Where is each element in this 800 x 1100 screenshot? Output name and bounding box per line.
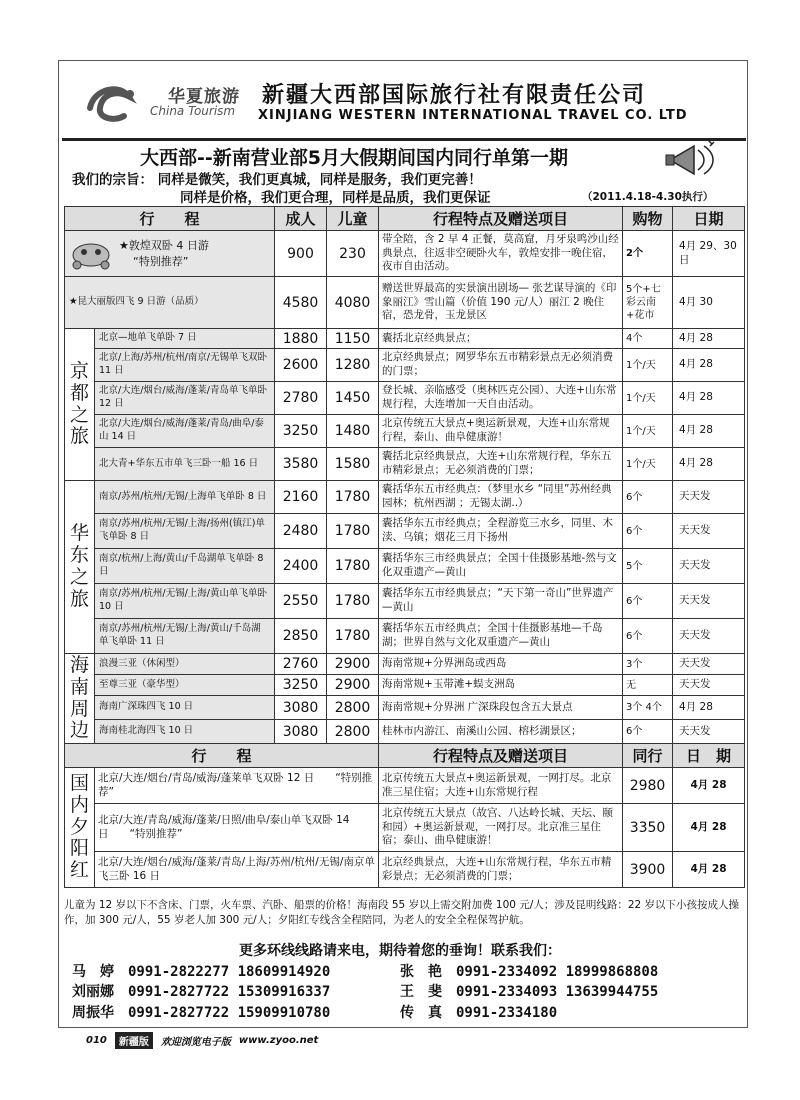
date: 天天发: [673, 549, 745, 584]
features: 北京经典景点；网罗华东五市精彩景点无必须消费的门票；: [379, 349, 623, 382]
route: 北京/大连/烟台/威海/蓬莱/青岛单飞单卧 12 日: [95, 382, 275, 415]
child-price: 1480: [327, 415, 379, 448]
route: 北京/大连/烟台/威海/蓬莱/青岛/曲阜/泰山 14 日: [95, 415, 275, 448]
header-price-2: 同行: [623, 744, 673, 768]
route: 南京/苏州/杭州/无锡/上海单飞单卧 8 日: [95, 481, 275, 514]
table-row: [65, 549, 745, 584]
page-number: 010: [86, 1035, 107, 1046]
table-row: [65, 481, 745, 514]
date: 4月 28: [673, 448, 745, 481]
route: 北京/大连/青岛/威海/蓬莱/日照/曲阜/泰山单飞双卧 14 日 “特别推荐”: [95, 804, 379, 852]
date: 天天发: [673, 584, 745, 619]
child-price: 2800: [327, 696, 379, 720]
date: 4月 28: [673, 415, 745, 448]
features: 海南常规+玉带滩+蜈支洲岛: [379, 675, 623, 696]
table-header-row: [65, 207, 745, 231]
shopping: 6个: [623, 514, 673, 549]
shopping: 1个/天: [623, 448, 673, 481]
table-row: [65, 720, 745, 744]
features: 囊括北京经典景点，大连+山东常规行程，华东五市精彩景点；无必须消费的门票；: [379, 448, 623, 481]
shopping: 1个/天: [623, 382, 673, 415]
adult-price: 2850: [275, 619, 327, 654]
contact-name: 周振华: [72, 1004, 114, 1021]
child-price: 4080: [327, 277, 379, 329]
route: 至尊三亚（豪华型）: [95, 675, 275, 696]
shopping: 1个/天: [623, 415, 673, 448]
header-adult: 成人: [275, 207, 327, 231]
route: 南京/杭州/上海/黄山/千岛湖单飞单卧 8 日: [95, 549, 275, 584]
peer-price: 2980: [623, 768, 673, 804]
adult-price: 2760: [275, 654, 327, 675]
adult-price: 4580: [275, 277, 327, 329]
table-row: [65, 415, 745, 448]
route: 海南广深珠四飞 10 日: [95, 696, 275, 720]
child-price: 1580: [327, 448, 379, 481]
contact-title: 更多环线线路请来电，期待着您的垂询！联系我们：: [239, 943, 561, 959]
contact-name: 马 婷: [72, 964, 114, 980]
date: 4月 28: [673, 349, 745, 382]
table-row: [65, 584, 745, 619]
child-price: 1780: [327, 481, 379, 514]
date: 天天发: [673, 675, 745, 696]
features: 囊括华东五市经典点；全程游览三水乡，同里、木渎、乌镇；烟花三月下扬州: [379, 514, 623, 549]
features: 北京传统五大景点+奥运新景观，大连+山东常规行程，泰山、曲阜健康游！: [379, 415, 623, 448]
date: 4月 30: [673, 277, 745, 329]
table-header-row-2: [65, 744, 745, 768]
table-row: [65, 696, 745, 720]
validity-period: （2011.4.18-4.30执行）: [582, 191, 714, 203]
region-label-hainan: 海南周边: [65, 654, 95, 744]
child-price: 230: [327, 231, 379, 277]
shopping: 2个: [623, 231, 673, 277]
shopping: 6个: [623, 584, 673, 619]
contact-phone[interactable]: 0991-2827722 15309916337: [128, 984, 331, 1001]
adult-price: 2780: [275, 382, 327, 415]
features: 囊括北京经典景点；: [379, 329, 623, 349]
contact-fax[interactable]: 0991-2334180: [456, 1004, 558, 1021]
tour-price-table: [64, 206, 745, 888]
adult-price: 3080: [275, 720, 327, 744]
adult-price: 2600: [275, 349, 327, 382]
date: 4月 28: [673, 768, 745, 804]
shopping: 5个: [623, 549, 673, 584]
table-row: [65, 852, 745, 888]
child-price: 2900: [327, 675, 379, 696]
motto-line-1: 我们的宗旨： 同样是微笑，我们更真城，同样是服务，我们更完善！: [72, 172, 482, 188]
adult-price: 2550: [275, 584, 327, 619]
logo-text-cn: 华夏旅游: [168, 87, 240, 107]
child-price: 1150: [327, 329, 379, 349]
date: 4月 28: [673, 696, 745, 720]
route: 北京—地单飞单卧 7 日: [95, 329, 275, 349]
contact-phone[interactable]: 0991-2827722 15909910780: [128, 1004, 331, 1021]
child-price: 1280: [327, 349, 379, 382]
company-name-cn: 新疆大西部国际旅行社有限责任公司: [262, 83, 647, 108]
contact-row: [72, 982, 742, 1002]
table-row: [65, 277, 745, 329]
date: 4月 28: [673, 382, 745, 415]
adult-price: 3250: [275, 675, 327, 696]
contact-list: [72, 962, 742, 1023]
footer-text: 欢迎浏览电子版: [160, 1037, 231, 1048]
features: 海南常规+分界洲岛或西岛: [379, 654, 623, 675]
contact-row: [72, 1003, 742, 1023]
china-tourism-logo-icon: [80, 78, 176, 126]
features: 囊括华东五市经典点；全国十佳摄影基地—千岛湖；世界自然与文化双重遗产—黄山: [379, 619, 623, 654]
camel-icon: [69, 237, 115, 271]
child-price: 1780: [327, 514, 379, 549]
contact-phone[interactable]: 0991-2822277 18609914920: [128, 964, 331, 980]
route: 南京/苏州/杭州/无锡/上海/黄山单飞单卧 10 日: [95, 584, 275, 619]
region-label-jingdu: 京都之旅: [65, 329, 95, 481]
adult-price: 2400: [275, 549, 327, 584]
table-row: [65, 231, 745, 277]
route: 北京/大连/烟台/青岛/威海/蓬莱单飞双卧 12 日 “特别推荐”: [95, 768, 379, 804]
child-price: 1780: [327, 619, 379, 654]
adult-price: 3080: [275, 696, 327, 720]
shopping: 1个/天: [623, 349, 673, 382]
website-link[interactable]: www.zyoo.net: [238, 1035, 319, 1046]
route: 南京/苏州/杭州/无锡/上海/黄山/千岛湖单飞单卧 11 日: [95, 619, 275, 654]
motto-line-2: 同样是价格，我们更合理，同样是品质，我们更保证: [180, 190, 491, 206]
peer-price: 3350: [623, 804, 673, 852]
features: 海南常规+分界洲 广深珠段包含五大景点: [379, 696, 623, 720]
adult-price: 1880: [275, 329, 327, 349]
date: 4月 28: [673, 804, 745, 852]
contact-row: [72, 962, 742, 982]
shopping: 无: [623, 675, 673, 696]
header: [62, 72, 746, 142]
child-price: 1780: [327, 549, 379, 584]
date: 4月 28: [673, 329, 745, 349]
region-label-xiyanghong: 国内夕阳红: [65, 768, 95, 888]
shopping: 5个+七彩云南+花市: [623, 277, 673, 329]
featured-tag: “特别推荐”: [133, 254, 189, 268]
contact-name: 王 斐: [400, 984, 442, 1001]
header-shopping: 购物: [623, 207, 673, 231]
notes: 儿童为 12 岁以下不含床、门票，火车票、汽卧、船票的价格！海南段 55 岁以上需交附加费 100 元/人；涉及昆明线路：22 岁以下小孩按成人操作，加 300 元/人，55 岁老人加 300 元/人；夕阳红专线含全程陪同，为老人的安全全程保驾护航。: [64, 899, 740, 927]
date: 天天发: [673, 481, 745, 514]
date: 天天发: [673, 654, 745, 675]
table-row: [65, 382, 745, 415]
shopping: 6个: [623, 619, 673, 654]
features: 赠送世界最高的实景演出剧场— 张艺谋导演的《印象丽江》雪山篇（价值 190 元/人）丽江 2 晚住宿，恐龙骨，玉龙景区: [379, 277, 623, 329]
header-rule: [62, 138, 746, 141]
route: 北京/上海/苏州/杭州/南京/无锡单飞双卧 11 日: [95, 349, 275, 382]
route: 北京/大连/烟台/威海/蓬莱/青岛/上海/苏州/杭州/无锡/南京单飞三卧 16 日: [95, 852, 379, 888]
logo-text-en: China Tourism: [150, 104, 236, 118]
features: 北京传统五大景点+奥运新景观，一网打尽。北京准三星住宿；大连+山东常规行程: [379, 768, 623, 804]
features: 囊括华东五市经典点：（梦里水乡 “同里”苏州经典园林；杭州西湖 ；无锡太湖..）: [379, 481, 623, 514]
adult-price: 900: [275, 231, 327, 277]
shopping: 6个: [623, 481, 673, 514]
child-price: 1450: [327, 382, 379, 415]
shopping: 3个 4个: [623, 696, 673, 720]
contact-phone[interactable]: 0991-2334092 18999868808: [456, 964, 659, 980]
features: 北京经典景点，大连+山东常规行程，华东五市精彩景点；无必须消费的门票；: [379, 852, 623, 888]
date: 天天发: [673, 619, 745, 654]
adult-price: 3580: [275, 448, 327, 481]
table-row: [65, 349, 745, 382]
features: 登长城、亲临感受（奥林匹克公园）、大连+山东常规行程，大连增加一天自由活动。: [379, 382, 623, 415]
header-route: 行 程: [65, 207, 275, 231]
contact-name: 传 真: [400, 1004, 442, 1021]
company-name-en: XINJIANG WESTERN INTERNATIONAL TRAVEL CO. LTD: [258, 108, 688, 123]
adult-price: 2160: [275, 481, 327, 514]
adult-price: 2480: [275, 514, 327, 549]
header-date: 日期: [673, 207, 745, 231]
peer-price: 3900: [623, 852, 673, 888]
table-row: [65, 804, 745, 852]
page-title: 大西部--新南营业部5月大假期间国内同行单第一期: [140, 147, 568, 169]
table-row: [65, 619, 745, 654]
region-label-huadong: 华东之旅: [65, 481, 95, 654]
contact-phone[interactable]: 0991-2334093 13639944755: [456, 984, 659, 1001]
header-date-2: 日 期: [673, 744, 745, 768]
child-price: 1780: [327, 584, 379, 619]
featured-route-cell: [65, 231, 275, 277]
child-price: 2800: [327, 720, 379, 744]
header-features-2: 行程特点及赠送项目: [379, 744, 623, 768]
date: 天天发: [673, 720, 745, 744]
date: 天天发: [673, 514, 745, 549]
table-row: [65, 448, 745, 481]
route: ★昆大丽版四飞 9 日游（品质）: [65, 277, 275, 329]
contact-name: 张 艳: [400, 964, 442, 980]
footer: [86, 1032, 318, 1049]
table-row: [65, 675, 745, 696]
table-row: [65, 329, 745, 349]
route: 海南桂北海四飞 10 日: [95, 720, 275, 744]
features: 带全陪，含 2 早 4 正餐，莫高窟，月牙泉鸣沙山经典景点，往返非空硬卧火车，敦煌安排一晚住宿，夜市自由活动。: [379, 231, 623, 277]
header-child: 儿童: [327, 207, 379, 231]
features: 囊括华东三市经典景点；全国十佳摄影基地-然与文化双重遗产—黄山: [379, 549, 623, 584]
child-price: 2900: [327, 654, 379, 675]
contact-name: 刘丽娜: [72, 984, 114, 1001]
shopping: 4个: [623, 329, 673, 349]
shopping: 6个: [623, 720, 673, 744]
adult-price: 3250: [275, 415, 327, 448]
date: 4月 29、30 日: [673, 231, 745, 277]
edition-badge: 新疆版: [115, 1032, 153, 1049]
features: 囊括华东五市经典景点；“天下第一奇山”世界遗产—黄山: [379, 584, 623, 619]
megaphone-icon: [664, 138, 720, 182]
route: 北大青+华东五市单飞三卧一船 16 日: [95, 448, 275, 481]
shopping: 3个: [623, 654, 673, 675]
features: 桂林市内游江、南溪山公园、榕杉湖景区；: [379, 720, 623, 744]
header-features: 行程特点及赠送项目: [379, 207, 623, 231]
date: 4月 28: [673, 852, 745, 888]
featured-route: ★敦煌双卧 4 日游: [119, 239, 209, 253]
route: 南京/苏州/杭州/无锡/上海/扬州(镇江)单飞单卧 8 日: [95, 514, 275, 549]
header-route-2: 行 程: [65, 744, 379, 768]
route: 浪漫三亚（休闲型）: [95, 654, 275, 675]
features: 北京传统五大景点（故宫、八达岭长城、天坛、颐和园）+奥运新景观，一网打尽。北京准三星住宿；泰山、曲阜健康游！: [379, 804, 623, 852]
table-row: [65, 654, 745, 675]
table-row: [65, 768, 745, 804]
table-row: [65, 514, 745, 549]
